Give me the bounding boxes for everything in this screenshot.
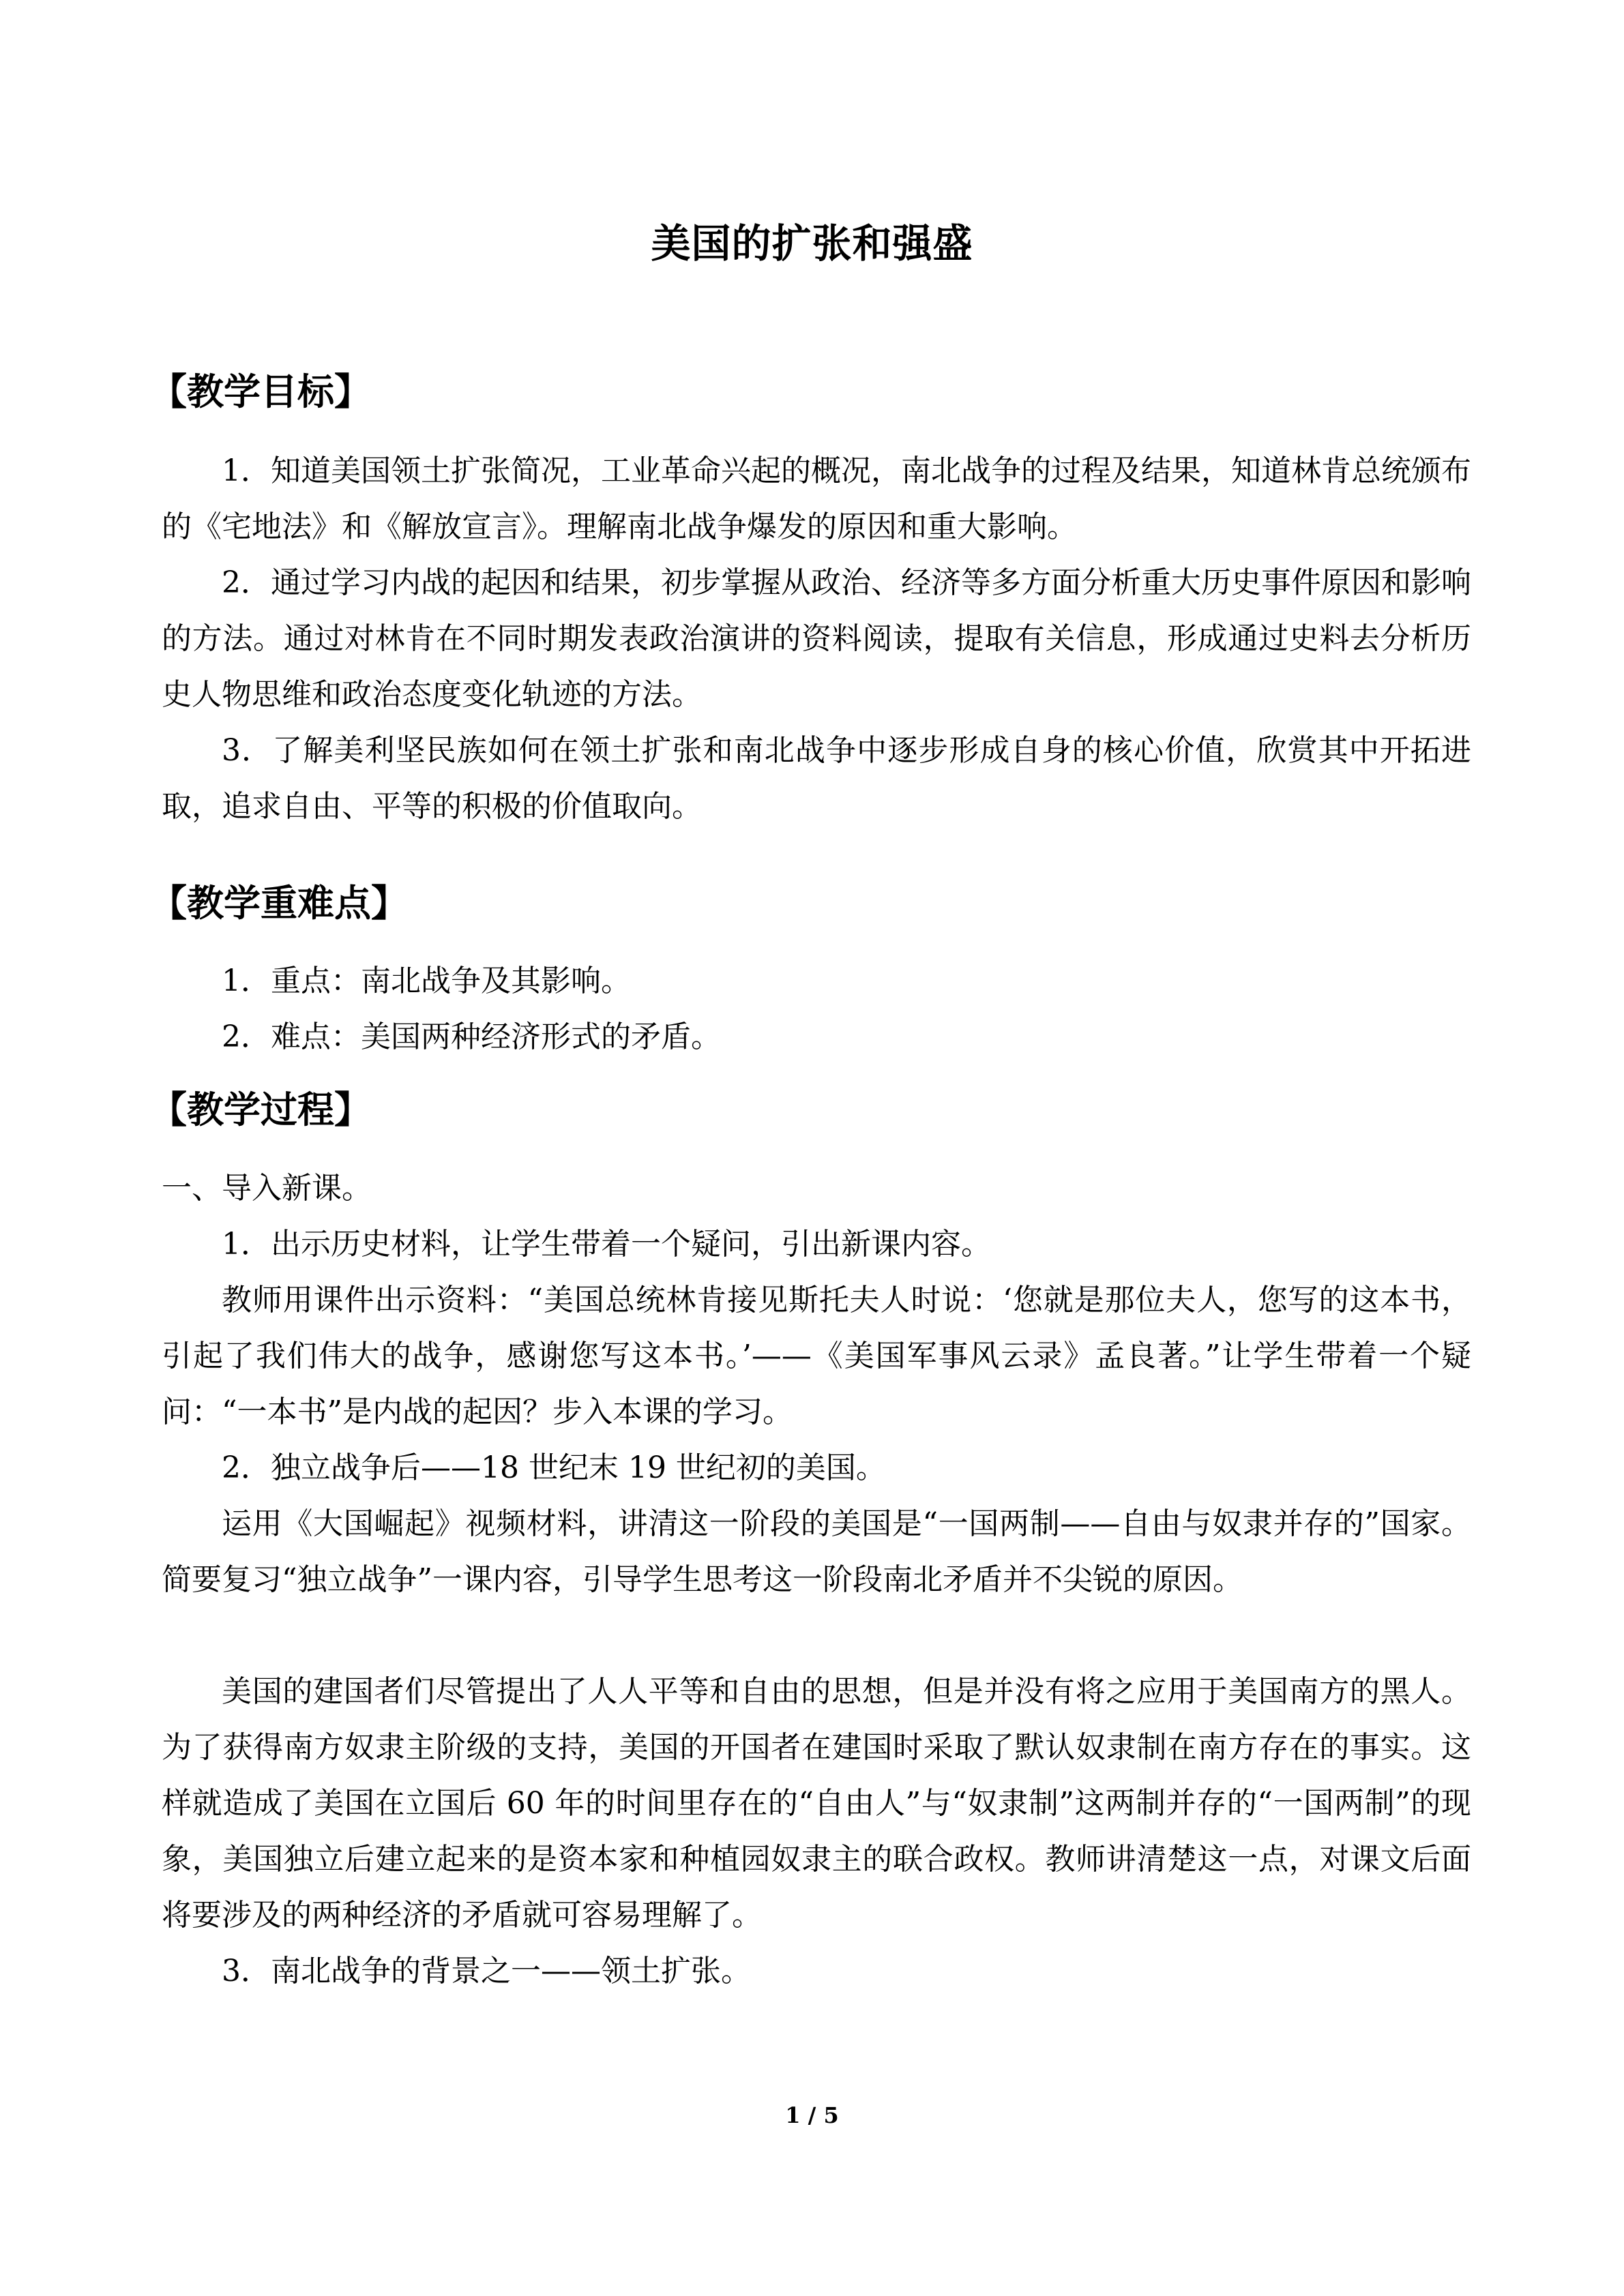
process-item-1: 1．出示历史材料，让学生带着一个疑问，引出新课内容。 (222, 1227, 991, 1262)
process-item-6: 3．南北战争的背景之一——领土扩张。 (222, 1954, 751, 1988)
document-title: 美国的扩张和强盛 (651, 220, 973, 267)
process-item-2: 教师用课件出示资料：“美国总统林肯接见斯托夫人时说：‘您就是那位夫人，您写的这本书，引起了我们伟大的战争，感谢您写这本书。’——《美国军事风云录》孟良著。”让学生带着一个疑问：“一本书”是内战的起因？步入本课的学习。 (162, 1283, 1471, 1429)
process-item-5: 美国的建国者们尽管提出了人人平等和自由的思想，但是并没有将之应用于美国南方的黑人。为了获得南方奴隶主阶级的支持，美国的开国者在建国时采取了默认奴隶制在南方存在的事实。这样就造成了美国在立国后 60 年的时间里存在的“自由人”与“奴隶制”这两制并存的“一国两制”的现象，美国独立后建立起来的是资本家和种植园奴隶主的联合政权。教师讲清楚这一点，对课文后面将要涉及的两种经济的矛盾就可容易理解了。 (162, 1674, 1471, 1933)
heading-process: 【教学过程】 (150, 1088, 371, 1131)
key-point-item-2: 2．难点：美国两种经济形式的矛盾。 (222, 1019, 721, 1054)
heading-objectives: 【教学目标】 (150, 370, 371, 413)
process-item-3: 2．独立战争后——18 世纪末 19 世纪初的美国。 (222, 1450, 886, 1485)
objective-item-3: 3．了解美利坚民族如何在领土扩张和南北战争中逐步形成自身的核心价值，欣赏其中开拓进取，追求自由、平等的积极的价值取向。 (162, 733, 1471, 824)
process-intro: 一、导入新课。 (162, 1171, 372, 1206)
objective-item-1: 1．知道美国领土扩张简况，工业革命兴起的概况，南北战争的过程及结果，知道林肯总统颁布的《宅地法》和《解放宣言》。理解南北战争爆发的原因和重大影响。 (162, 453, 1471, 544)
key-point-item-1: 1．重点：南北战争及其影响。 (222, 964, 631, 998)
objective-item-2: 2．通过学习内战的起因和结果，初步掌握从政治、经济等多方面分析重大历史事件原因和影响的方法。通过对林肯在不同时期发表政治演讲的资料阅读，提取有关信息，形成通过史料去分析历史人物思维和政治态度变化轨迹的方法。 (162, 565, 1471, 712)
page-number: 1 / 5 (785, 2102, 839, 2128)
process-item-4: 运用《大国崛起》视频材料，讲清这一阶段的美国是“一国两制——自由与奴隶并存的”国家。简要复习“独立战争”一课内容，引导学生思考这一阶段南北矛盾并不尖锐的原因。 (162, 1506, 1471, 1597)
heading-key-points: 【教学重难点】 (150, 882, 408, 925)
